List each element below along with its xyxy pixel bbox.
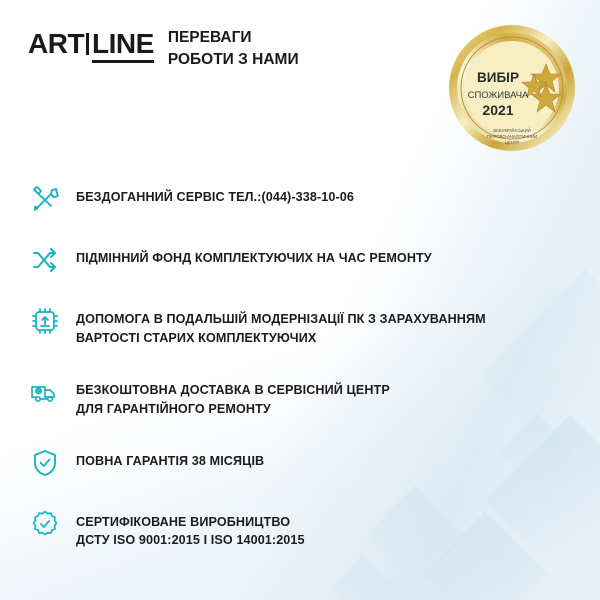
delivery-truck-icon [28,375,62,409]
feature-4-line-1: БЕЗКОШТОВНА ДОСТАВКА В СЕРВІСНИЙ ЦЕНТР [76,382,390,397]
upgrade-icon [28,304,62,338]
logo-text-line-wrap [92,30,154,58]
logo-divider-bar [86,33,89,55]
award-footer-1: ВСЕУКРАЇНСЬКИЙ [493,128,531,133]
header [28,26,299,71]
feature-6-line-2: ДСТУ ISO 9001:2015 І ISO 14001:2015 [76,533,305,548]
feature-6-line-1: СЕРТИФІКОВАНЕ ВИРОБНИЦТВО [76,514,291,529]
list-item [28,375,560,419]
list-item-text [76,446,264,471]
list-item [28,243,560,277]
features-list [28,182,560,550]
award-badge-graphic [446,22,578,154]
logo-text-art: ART [28,28,85,59]
award-footer-2: ПІАРОВО-АНАЛІТИЧНИЙ [486,134,538,139]
list-item [28,182,560,216]
shield-icon [28,446,62,480]
award-subtitle: СПОЖИВАЧА [467,90,529,101]
headline-line-1: ПЕРЕВАГИ [167,29,252,46]
decorative-shard [331,556,395,600]
award-year: 2021 [482,102,514,118]
list-item-text [76,507,305,551]
certificate-icon [28,507,62,541]
feature-3-line-1: ДОПОМОГА В ПОДАЛЬШІЙ МОДЕРНІЗАЦІЇ ПК З ЗАРАХУВАННЯМ [76,312,486,326]
list-item [28,446,560,480]
list-item [28,507,560,551]
list-item-text [76,182,354,207]
logo-text-line: LINE [92,28,154,59]
feature-5-line-1: ПОВНА ГАРАНТІЯ 38 МІСЯЦІВ [76,453,265,468]
feature-2-line-1: ПІДМІННИЙ ФОНД КОМПЛЕКТУЮЧИХ НА ЧАС РЕМОНТУ [76,251,432,265]
award-badge [446,22,578,154]
list-item-text [76,304,486,348]
award-footer-3: ЦЕНТР [504,140,520,145]
list-item-text [76,375,390,419]
list-item [28,304,560,348]
feature-3-line-2: ВАРТОСТІ СТАРИХ КОМПЛЕКТУЮЧИХ [76,330,317,345]
shuffle-icon [28,243,62,277]
award-title: ВИБІР [477,70,519,85]
logo-underline [92,60,154,63]
artline-logo [28,26,154,58]
tools-icon [28,182,62,216]
headline-line-2: РОБОТИ З НАМИ [167,51,299,68]
page-title [168,26,299,71]
feature-4-line-2: ДЛЯ ГАРАНТІЙНОГО РЕМОНТУ [76,401,271,416]
list-item-text [76,243,432,268]
feature-1-line-1: БЕЗДОГАННИЙ СЕРВІС ТЕЛ.:(044)-338-10-06 [76,190,354,204]
